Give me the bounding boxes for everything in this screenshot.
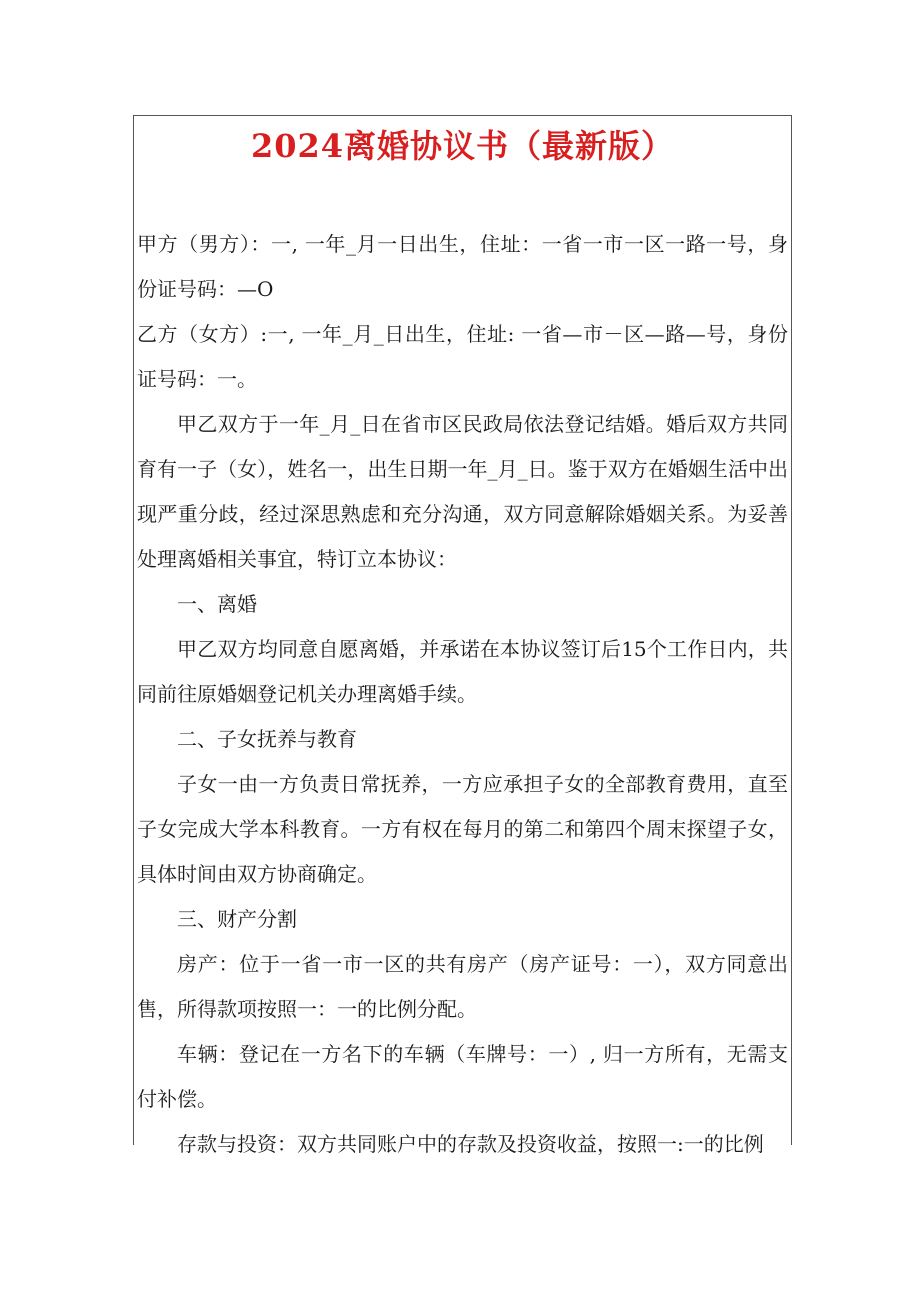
property-house-paragraph: 房产：位于一省一市一区的共有房产（房产证号：一），双方同意出售，所得款项按照一：一的比例分配。	[137, 952, 788, 1021]
preamble-paragraph: 甲乙双方于一年_月_日在省市区民政局依法登记结婚。婚后双方共同育有一子（女），姓名一，出生日期一年_月_日。鉴于双方在婚姻生活中出现严重分歧，经过深思熟虑和充分沟通，双方同意解除婚姻关系。为妥善处理离婚相关事宜，特订立本协议：	[137, 412, 788, 571]
document-page	[133, 115, 792, 1156]
property-savings-paragraph: 存款与投资：双方共同账户中的存款及投资收益，按照一:一的比例	[177, 1132, 764, 1156]
section-heading-divorce: 一、离婚	[177, 592, 257, 616]
section-heading-children: 二、子女抚养与教育	[177, 727, 357, 751]
divorce-paragraph: 甲乙双方均同意自愿离婚，并承诺在本协议签订后15个工作日内，共同前往原婚姻登记机关办理离婚手续。	[137, 637, 788, 706]
document-title: 2024离婚协议书（最新版）	[250, 127, 675, 165]
section-heading-property: 三、财产分割	[177, 907, 297, 931]
document-body	[137, 222, 788, 1167]
party-a-paragraph: 甲方（男方）：一, 一年_月一日出生，住址：一省一市一区一路一号，身份证号码：—O	[137, 232, 788, 301]
party-b-paragraph: 乙方（女方）:一, 一年_月_日出生，住址: 一省—市－区—路—号，身份证号码：一。	[137, 322, 788, 391]
property-vehicle-paragraph: 车辆：登记在一方名下的车辆（车牌号：一）, 归一方所有，无需支付补偿。	[137, 1042, 788, 1111]
children-paragraph: 子女一由一方负责日常抚养，一方应承担子女的全部教育费用，直至子女完成大学本科教育。一方有权在每月的第二和第四个周末探望子女，具体时间由双方协商确定。	[137, 772, 788, 886]
